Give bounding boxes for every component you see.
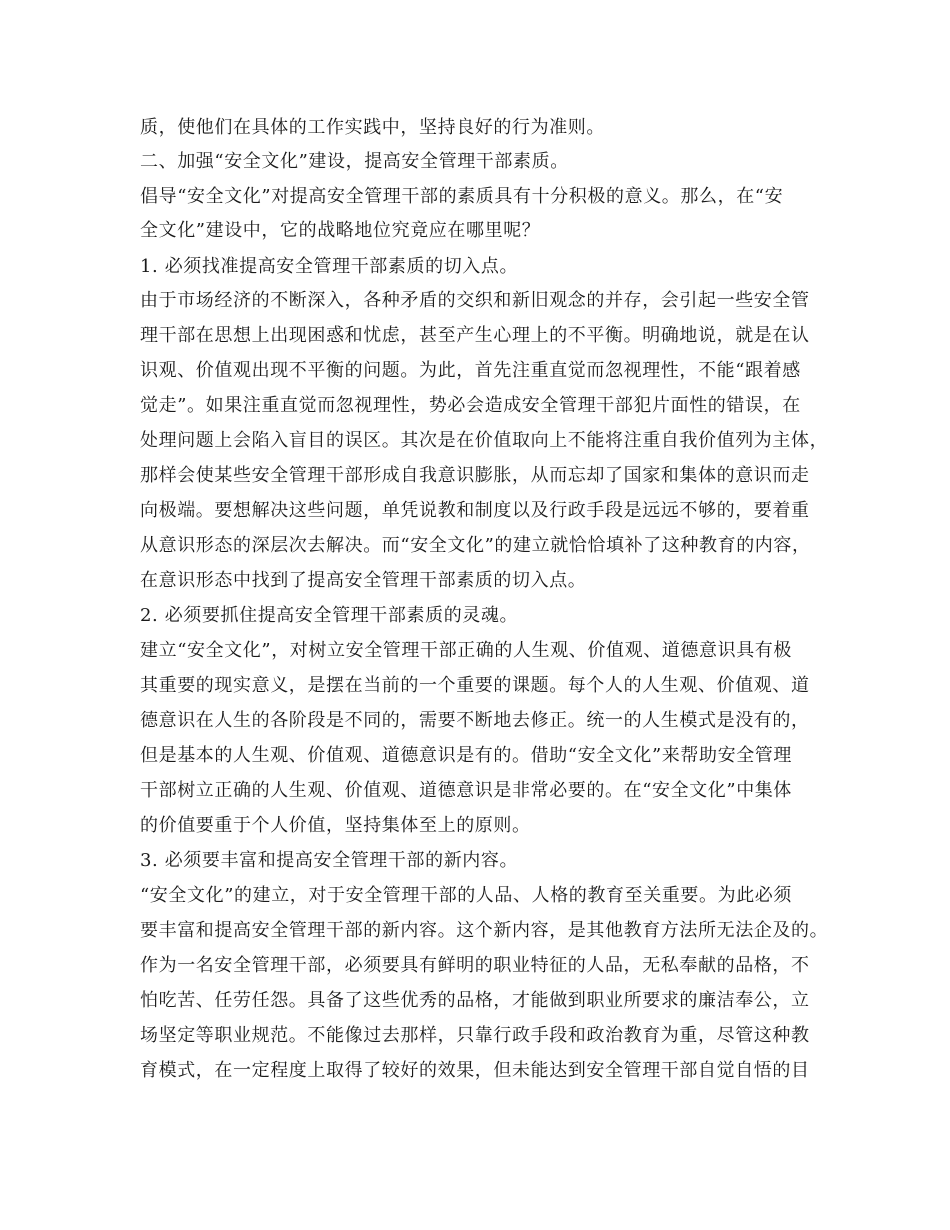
text-line: 那样会使某些安全管理干部形成自我意识膨胀，从而忘却了国家和集体的意识而走 bbox=[140, 465, 810, 486]
text-line: 从意识形态的深层次去解决。而“安全文化”的建立就恰恰填补了这种教育的内容， bbox=[140, 535, 811, 556]
text-line: 向极端。要想解决这些问题，单凭说教和制度以及行政手段是远远不够的，要着重 bbox=[140, 500, 810, 521]
text-line: 全文化”建设中，它的战略地位究竟应在哪里呢？ bbox=[140, 220, 541, 241]
text-line: 要丰富和提高安全管理干部的新内容。这个新内容，是其他教育方法所无法企及的。 bbox=[140, 920, 829, 941]
text-line: 场坚定等职业规范。不能像过去那样，只靠行政手段和政治教育为重，尽管这种教 bbox=[140, 1025, 810, 1046]
subsection-heading: 2. 必须要抓住提高安全管理干部素质的灵魂。 bbox=[140, 605, 519, 626]
subsection-heading: 1. 必须找准提高安全管理干部素质的切入点。 bbox=[140, 256, 519, 277]
text-line: 理干部在思想上出现困惑和忧虑，甚至产生心理上的不平衡。明确地说，就是在认 bbox=[140, 325, 810, 346]
text-line: 质，使他们在具体的工作实践中，坚持良好的行为准则。 bbox=[140, 117, 605, 138]
text-line: 作为一名安全管理干部，必须要具有鲜明的职业特征的人品，无私奉献的品格，不 bbox=[140, 955, 810, 976]
text-line: 育模式，在一定程度上取得了较好的效果，但未能达到安全管理干部自觉自悟的目 bbox=[140, 1060, 810, 1081]
subsection-heading: 3. 必须要丰富和提高安全管理干部的新内容。 bbox=[140, 850, 519, 871]
text-line: 由于市场经济的不断深入，各种矛盾的交织和新旧观念的并存，会引起一些安全管 bbox=[140, 290, 810, 311]
text-line: 其重要的现实意义，是摆在当前的一个重要的课题。每个人的人生观、价值观、道 bbox=[140, 675, 810, 696]
text-line: 怕吃苦、任劳任怨。具备了这些优秀的品格，才能做到职业所要求的廉洁奉公，立 bbox=[140, 990, 810, 1011]
text-line: 在意识形态中找到了提高安全管理干部素质的切入点。 bbox=[140, 570, 587, 591]
text-line: “安全文化”的建立，对于安全管理干部的人品、人格的教育至关重要。为此必须 bbox=[140, 885, 793, 906]
text-line: 处理问题上会陷入盲目的误区。其次是在价值取向上不能将注重自我价值列为主体， bbox=[140, 430, 829, 451]
text-line: 倡导“安全文化”对提高安全管理干部的素质具有十分积极的意义。那么，在“安 bbox=[140, 186, 784, 207]
text-line: 识观、价值观出现不平衡的问题。为此，首先注重直觉而忽视理性，不能“跟着感 bbox=[140, 360, 801, 381]
text-line: 但是基本的人生观、价值观、道德意识是有的。借助“安全文化”来帮助安全管理 bbox=[140, 745, 793, 766]
text-line: 德意识在人生的各阶段是不同的，需要不断地去修正。统一的人生模式是没有的， bbox=[140, 710, 810, 731]
text-line: 干部树立正确的人生观、价值观、道德意识是非常必要的。在“安全文化”中集体 bbox=[140, 780, 793, 801]
text-line: 觉走”。如果注重直觉而忽视理性，势必会造成安全管理干部犯片面性的错误，在 bbox=[140, 395, 801, 416]
text-line: 的价值要重于个人价值，坚持集体至上的原则。 bbox=[140, 815, 531, 836]
text-line: 建立“安全文化”，对树立安全管理干部正确的人生观、价值观、道德意识具有极 bbox=[140, 640, 793, 661]
section-heading: 二、加强“安全文化”建设，提高安全管理干部素质。 bbox=[140, 151, 569, 172]
